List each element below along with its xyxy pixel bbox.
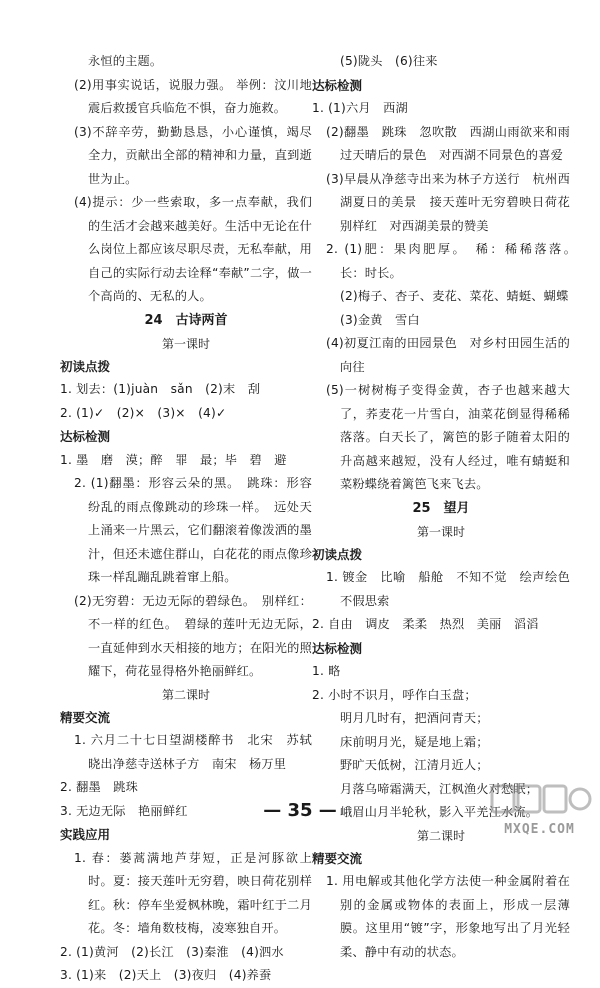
section-heading: 达标检测 [312,77,363,93]
answer-line: 月落乌啼霜满天，江枫渔火对愁眠； [340,781,539,796]
answer-line: 1. (1)六月 西湖 [312,101,408,115]
answer-line: 2. (1)肥：果肉肥厚。 稀：稀稀落落。 长：时长。 [326,242,583,280]
answer-line: 野旷天低树，江清月近人； [340,758,489,772]
section-heading: 精要交流 [312,850,363,866]
answer-line: (3)金黄 雪白 [340,312,420,327]
section-heading: 达标检测 [60,429,111,444]
answer-line: (5)一树树梅子变得金黄，杏子也越来越大了，荞麦花一片雪白，油菜花倒显得稀稀落落。白天长了，篱笆的影子随着太阳的升高越来越短，没有人经过，唯有蜻蜓和菜粉蝶绕着篱笆飞来飞去。 [326,383,570,491]
answer-line: 2. (1)翻墨：形容云朵的黑。 跳珠：形容纷乱的雨点像跳动的珍珠一样。 远处天上涌来一片黑云，它们翻滚着像泼洒的墨汁，但还未遮住群山，白花花的雨点像珍珠一样乱蹦乱跳着窜上船。 [74,476,312,584]
lesson-subtitle: 第一课时 [416,524,465,539]
section-heading: 达标检测 [312,640,363,656]
answer-line: 峨眉山月半轮秋，影入平羌江水流。 [340,805,539,819]
answer-line: (5)陇头 (6)往来 [340,54,438,68]
watermark-text: MXQE.COM [504,822,575,837]
lesson-title: 25 望月 [412,500,470,516]
answer-line: (2)翻墨 跳珠 忽吹散 西湖山雨欲来和雨过天晴后的景色 对西湖不同景色的喜爱 [326,124,570,162]
section-heading: 初读点拨 [312,546,363,562]
answer-line: 1. 划去：(1)juàn sǎn (2)末 刮 [60,382,261,396]
answer-line: (3)早晨从净慈寺出来为林子方送行 杭州西湖夏日的美景 接天莲叶无穷碧映日荷花别样红 对西湖美景的赞美 [326,171,570,233]
answer-line: 永恒的主题。 [88,54,163,68]
section-heading: 实践应用 [60,827,111,842]
answer-line: 1. 用电解或其他化学方法使一种金属附着在别的金属或物体的表面上，形成一层薄膜。这里用“镀”字，形象地写出了月光轻柔、静中有动的状态。 [326,874,570,959]
answer-line: 1. 墨 磨 漠；醉 罪 最；毕 碧 避 [60,452,287,467]
answer-line: 床前明月光，疑是地上霜； [340,734,489,749]
section-heading: 精要交流 [60,709,111,725]
answer-line: 1. 六月二十七日望湖楼醉书 北宋 苏轼 晓出净慈寺送林子方 南宋 杨万里 [74,733,325,771]
lesson-subtitle: 第二课时 [161,687,210,702]
answer-line: 2. 翻墨 跳珠 [60,780,139,794]
lesson-title: 24 古诗两首 [144,312,228,328]
answer-line: (4)提示：少一些索取，多一点奉献，我们的生活才会越来越美好。生活中无论在什么岗位上都应该尽职尽责，无私奉献，用自己的实际行动去诠释“奉献”二字，做一个高尚的、无私的人。 [74,195,312,303]
answer-line: 2. (1)黄河 (2)长江 (3)秦淮 (4)泗水 [60,944,284,959]
answer-line: 2. (1)✓ (2)× (3)× (4)✓ [60,405,227,420]
answer-line: 明月几时有，把酒问青天； [340,711,489,725]
answer-line: (4)初夏江南的田园景色 对乡村田园生活的向往 [326,336,570,374]
lesson-subtitle: 第一课时 [161,336,210,351]
answer-line: 3. 无边无际 艳丽鲜红 [60,803,188,818]
answer-line: (2)无穷碧：无边无际的碧绿色。 别样红：不一样的红色。 碧绿的莲叶无边无际，一直延伸到水天相接的地方；在阳光的照耀下，荷花显得格外艳丽鲜红。 [74,593,312,678]
answer-line: 2. 小时不识月，呼作白玉盘； [312,687,477,702]
answer-line: 1. 镀金 比喻 船舱 不知不觉 绘声绘色 不假思索 [326,570,583,608]
answer-line: 1. 略 [312,664,341,678]
page-number: — 35 — [263,800,337,821]
lesson-subtitle: 第二课时 [416,828,465,843]
answer-line: (2)梅子、杏子、麦花、菜花、蜻蜓、蝴蝶 [340,289,569,303]
answer-line: (2)用事实说话，说服力强。 举例：汶川地震后救援官兵临危不惧，奋力施救。 [74,77,312,115]
section-heading: 初读点拨 [60,358,111,374]
answer-line: 1. 春：蒌蒿满地芦芽短，正是河豚欲上时。夏：接天莲叶无穷碧，映日荷花别样红。秋：停车坐爱枫林晚，霜叶红于二月花。冬：墙角数枝梅，凌寒独自开。 [74,850,312,935]
answer-line: 3. (1)来 (2)天上 (3)夜归 (4)养蚕 [60,968,272,982]
answer-line: (3)不辞辛劳，勤勤恳恳，小心谨慎，竭尽全力，贡献出全部的精神和力量，直到逝世为止。 [74,124,312,186]
answer-line: 2. 自由 调皮 柔柔 热烈 美丽 滔滔 [312,617,539,631]
